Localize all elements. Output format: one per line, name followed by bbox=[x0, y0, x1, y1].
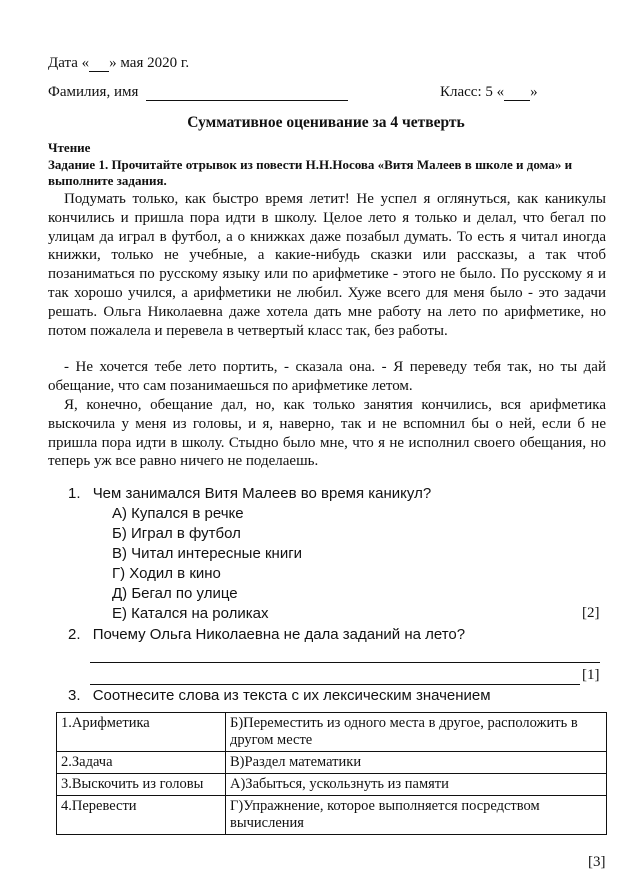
option-d[interactable]: Д) Бегал по улице bbox=[112, 585, 238, 602]
option-a[interactable]: А) Купался в речке bbox=[112, 505, 244, 522]
question-1 bbox=[68, 485, 431, 502]
option-v[interactable]: В) Читал интересные книги bbox=[112, 545, 303, 562]
question-2 bbox=[68, 626, 465, 643]
table-cell-meaning: Б)Переместить из одного места в другое, расположить в другом месте bbox=[226, 713, 607, 752]
class-suffix: » bbox=[530, 84, 538, 100]
table-cell-meaning: А)Забыться, ускользнуть из памяти bbox=[226, 774, 607, 796]
matching-table bbox=[56, 712, 607, 835]
question-3 bbox=[68, 687, 491, 704]
name-line bbox=[48, 84, 348, 101]
option-b[interactable]: Б) Играл в футбол bbox=[112, 525, 241, 542]
answer-line-1[interactable] bbox=[90, 662, 600, 663]
question-1-score: [2] bbox=[582, 605, 600, 621]
class-blank[interactable] bbox=[504, 100, 530, 101]
table-cell-term: 1.Арифметика bbox=[57, 713, 226, 752]
question-2-score: [1] bbox=[582, 667, 600, 683]
text-paragraph-2: - Не хочется тебе лето портить, - сказала она. - Я переведу тебя так, но ты дай обещание, что сам позанимаешься по арифметике летом. bbox=[48, 359, 606, 394]
table-cell-meaning: В)Раздел математики bbox=[226, 752, 607, 774]
date-prefix: Дата « bbox=[48, 55, 90, 71]
question-3-score: [3] bbox=[588, 854, 606, 870]
table-row bbox=[57, 774, 607, 796]
option-g[interactable]: Г) Ходил в кино bbox=[112, 565, 221, 582]
name-label: Фамилия, имя bbox=[48, 84, 139, 100]
table-row bbox=[57, 796, 607, 835]
task-heading: Задание 1. Прочитайте отрывок из повести Н.Н.Носова «Витя Малеев в школе и дома» и выполните задания. bbox=[48, 157, 573, 188]
table-row bbox=[57, 713, 607, 752]
text-paragraph-1: Подумать только, как быстро время летит! Не успел я оглянуться, как каникулы кончились и пришла пора идти в школу. Целое лето я только и делал, что бегал по улицам да играл в футбол, а о книжках даже позабыл думать. То есть я читал иногда книжки, только не учебные, а какие-нибудь сказки или рассказы, а так чтоб позаниматься по русскому языку или по арифметике - этого не было. По русскому я и так хорошо учился, а арифметики не любил. Хуже всего для меня было - это задачи решать. Ольга Николаевна даже хотела дать мне работу на лето по арифметике, но потом пожалела и перевела в четвертый класс так, без работы. bbox=[48, 191, 606, 339]
name-blank[interactable] bbox=[146, 100, 348, 101]
class-line bbox=[440, 84, 538, 101]
option-e[interactable]: Е) Катался на роликах bbox=[112, 605, 269, 622]
date-suffix: » мая 2020 г. bbox=[109, 55, 190, 71]
text-paragraph-3: Я, конечно, обещание дал, но, как только занятия кончились, вся арифметика выскочила у меня из головы, и я, наверно, так и не вспомнил бы о ней, если б не пришла пора идти в школу. Стыдно было мне, что я не исполнил своего обещания, но теперь уж все равно ничего не поделаешь. bbox=[48, 397, 606, 470]
question-2-number: 2. bbox=[68, 626, 81, 643]
table-cell-term: 2.Задача bbox=[57, 752, 226, 774]
table-cell-meaning: Г)Упражнение, которое выполняется посредством вычисления bbox=[226, 796, 607, 835]
answer-line-2[interactable] bbox=[90, 684, 580, 685]
table-cell-term: 4.Перевести bbox=[57, 796, 226, 835]
section-heading: Чтение bbox=[48, 140, 91, 155]
question-3-number: 3. bbox=[68, 687, 81, 704]
day-blank[interactable] bbox=[89, 71, 109, 72]
page-title: Суммативное оценивание за 4 четверть bbox=[187, 114, 465, 131]
table-cell-term: 3.Выскочить из головы bbox=[57, 774, 226, 796]
question-1-number: 1. bbox=[68, 485, 81, 502]
question-3-text: Соотнесите слова из текста с их лексическим значением bbox=[92, 687, 491, 704]
class-prefix: Класс: 5 « bbox=[440, 84, 505, 100]
question-2-text: Почему Ольга Николаевна не дала заданий на лето? bbox=[92, 626, 466, 643]
table-row bbox=[57, 752, 607, 774]
date-line bbox=[48, 55, 189, 72]
question-1-text: Чем занимался Витя Малеев во время каникул? bbox=[92, 485, 432, 502]
